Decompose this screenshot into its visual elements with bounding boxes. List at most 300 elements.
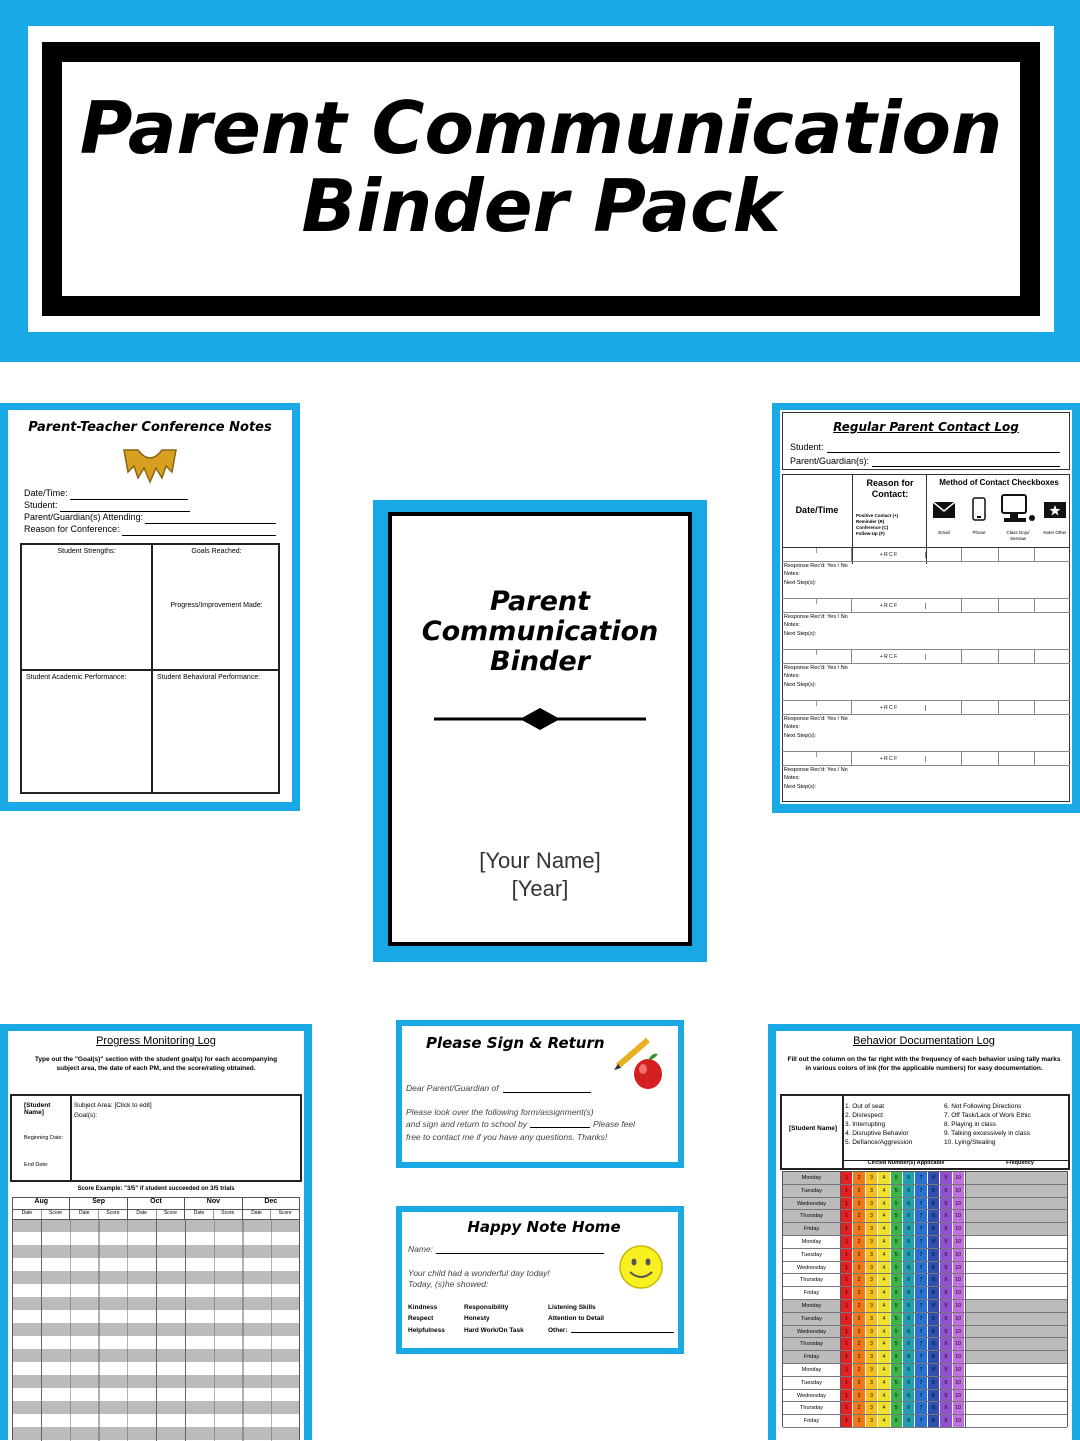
behavior-number-cell[interactable]: 8 bbox=[928, 1338, 940, 1350]
behavior-number-cell[interactable]: 9 bbox=[940, 1249, 952, 1261]
behavior-number-cell[interactable]: 8 bbox=[928, 1351, 940, 1363]
behavior-number-cell[interactable]: 6 bbox=[903, 1249, 915, 1261]
banner-title-line1: Parent Communication bbox=[79, 86, 1003, 170]
behavior-day-label: Wednesday bbox=[783, 1326, 841, 1338]
behavior-number-cell[interactable]: 8 bbox=[928, 1223, 940, 1235]
behavior-number-cell[interactable]: 7 bbox=[915, 1185, 927, 1197]
behavior-number-cell[interactable]: 4 bbox=[878, 1210, 890, 1222]
behavior-number-cell[interactable]: 7 bbox=[915, 1262, 927, 1274]
behavior-number-cell[interactable]: 4 bbox=[878, 1364, 890, 1376]
contact-entry: | + R C F Response Rec'd: Yes / No Notes: Next Step(s): bbox=[782, 701, 1070, 752]
behavior-number-cell[interactable]: 1 bbox=[841, 1236, 853, 1248]
conference-grid bbox=[20, 543, 280, 794]
behavior-number-cell[interactable]: 3 bbox=[866, 1185, 878, 1197]
behavior-number-cell[interactable]: 6 bbox=[903, 1402, 915, 1414]
behavior-number-cell[interactable]: 3 bbox=[866, 1338, 878, 1350]
computer-icon bbox=[1000, 494, 1036, 524]
method-email: Email bbox=[938, 530, 950, 535]
behavior-number-cell[interactable]: 3 bbox=[866, 1377, 878, 1389]
behavior-number-cell[interactable]: 7 bbox=[915, 1415, 927, 1427]
cover-line2: Communication bbox=[421, 616, 659, 647]
behavior-number-cell[interactable]: 10 bbox=[953, 1377, 965, 1389]
behavior-number-cell[interactable]: 6 bbox=[903, 1274, 915, 1286]
behavior-number-cell[interactable]: 6 bbox=[903, 1326, 915, 1338]
behavior-frequency-cell[interactable] bbox=[965, 1249, 1067, 1261]
behavior-number-cell[interactable]: 8 bbox=[928, 1198, 940, 1210]
behavior-number-cell[interactable]: 7 bbox=[915, 1351, 927, 1363]
star-note-icon bbox=[1044, 502, 1066, 518]
behavior-number-cell[interactable]: 8 bbox=[928, 1172, 940, 1184]
behavior-number-cell[interactable]: 8 bbox=[928, 1249, 940, 1261]
behavior-number-cell[interactable]: 8 bbox=[928, 1300, 940, 1312]
field-parent: Parent/Guardian(s) Attending: bbox=[24, 512, 144, 522]
behavior-number-cell[interactable]: 8 bbox=[928, 1377, 940, 1389]
behavior-number-cell[interactable]: 10 bbox=[953, 1198, 965, 1210]
behavior-number-cell[interactable]: 2 bbox=[853, 1198, 865, 1210]
behavior-number-cell[interactable]: 10 bbox=[953, 1390, 965, 1402]
behavior-number-cell[interactable]: 3 bbox=[866, 1415, 878, 1427]
behavior-number-cell[interactable]: 3 bbox=[866, 1313, 878, 1325]
box-progress: Progress/Improvement Made: bbox=[170, 602, 263, 609]
happy-lines: Your child had a wonderful day today! Today, (s)he showed: bbox=[408, 1268, 550, 1290]
progress-goals: Goal(s): bbox=[74, 1112, 98, 1119]
behavior-number-cell[interactable]: 9 bbox=[940, 1262, 952, 1274]
behavior-number-cell[interactable]: 1 bbox=[841, 1415, 853, 1427]
behavior-number-cell[interactable]: 1 bbox=[841, 1402, 853, 1414]
behavior-day-row bbox=[783, 1402, 1067, 1415]
behavior-day-row bbox=[783, 1262, 1067, 1275]
behavior-day-label: Friday bbox=[783, 1415, 841, 1427]
contact-guardian: Parent/Guardian(s): bbox=[790, 456, 1060, 467]
behavior-number-cell[interactable]: 2 bbox=[853, 1223, 865, 1235]
behavior-number-cell[interactable]: 4 bbox=[878, 1236, 890, 1248]
behavior-number-cell[interactable]: 3 bbox=[866, 1172, 878, 1184]
behavior-number-cell[interactable]: 4 bbox=[878, 1172, 890, 1184]
behavior-frequency-cell[interactable] bbox=[965, 1300, 1067, 1312]
behavior-number-cell[interactable]: 5 bbox=[891, 1338, 903, 1350]
behavior-number-cell[interactable]: 10 bbox=[953, 1313, 965, 1325]
behavior-number-cell[interactable]: 5 bbox=[891, 1249, 903, 1261]
behavior-frequency-cell[interactable] bbox=[965, 1185, 1067, 1197]
behavior-number-cell[interactable]: 1 bbox=[841, 1364, 853, 1376]
behavior-frequency-cell[interactable] bbox=[965, 1351, 1067, 1363]
behavior-number-cell[interactable]: 9 bbox=[940, 1274, 952, 1286]
behavior-number-cell[interactable]: 10 bbox=[953, 1185, 965, 1197]
behavior-frequency-cell[interactable] bbox=[965, 1326, 1067, 1338]
behavior-number-cell[interactable]: 5 bbox=[891, 1172, 903, 1184]
behavior-number-cell[interactable]: 2 bbox=[853, 1210, 865, 1222]
behavior-number-cell[interactable]: 7 bbox=[915, 1364, 927, 1376]
behavior-frequency-cell[interactable] bbox=[965, 1415, 1067, 1427]
field-date: Date/Time: bbox=[24, 488, 68, 498]
behavior-day-label: Wednesday bbox=[783, 1390, 841, 1402]
cover-line3: Binder bbox=[489, 646, 590, 677]
behavior-number-cell[interactable]: 4 bbox=[878, 1185, 890, 1197]
sign-body: Please look over the following form/assignment(s) and sign and return to school by Please feel free to contact me if you have any questions. Thanks! bbox=[406, 1107, 636, 1142]
behavior-number-cell[interactable]: 3 bbox=[866, 1364, 878, 1376]
conference-title: Parent-Teacher Conference Notes bbox=[28, 420, 272, 435]
behavior-number-cell[interactable]: 8 bbox=[928, 1390, 940, 1402]
gold-seal-icon bbox=[122, 446, 178, 484]
behavior-number-cell[interactable]: 2 bbox=[853, 1390, 865, 1402]
behavior-number-cell[interactable]: 2 bbox=[853, 1338, 865, 1350]
behavior-number-cell[interactable]: 6 bbox=[903, 1198, 915, 1210]
behavior-number-cell[interactable]: 5 bbox=[891, 1287, 903, 1299]
behavior-frequency-cell[interactable] bbox=[965, 1364, 1067, 1376]
behavior-number-cell[interactable]: 6 bbox=[903, 1338, 915, 1350]
behavior-frequency-cell[interactable] bbox=[965, 1402, 1067, 1414]
behavior-number-cell[interactable]: 10 bbox=[953, 1249, 965, 1261]
progress-subject: Subject Area: [Click to edit] bbox=[74, 1102, 152, 1109]
behavior-day-row bbox=[783, 1377, 1067, 1390]
happy-name: Name: bbox=[408, 1244, 604, 1254]
behavior-number-cell[interactable]: 3 bbox=[866, 1351, 878, 1363]
behavior-day-row bbox=[783, 1172, 1067, 1185]
behavior-number-cell[interactable]: 2 bbox=[853, 1364, 865, 1376]
behavior-number-cell[interactable]: 9 bbox=[940, 1223, 952, 1235]
behavior-number-cell[interactable]: 1 bbox=[841, 1210, 853, 1222]
behavior-day-row bbox=[783, 1198, 1067, 1211]
behavior-day-label: Thursday bbox=[783, 1338, 841, 1350]
behavior-number-cell[interactable]: 9 bbox=[940, 1287, 952, 1299]
behavior-number-cell[interactable]: 6 bbox=[903, 1210, 915, 1222]
behavior-number-cell[interactable]: 2 bbox=[853, 1274, 865, 1286]
behavior-number-cell[interactable]: 5 bbox=[891, 1185, 903, 1197]
behavior-number-cell[interactable]: 1 bbox=[841, 1185, 853, 1197]
behavior-number-cell[interactable]: 4 bbox=[878, 1390, 890, 1402]
behavior-number-cell[interactable]: 10 bbox=[953, 1172, 965, 1184]
behavior-number-cell[interactable]: 4 bbox=[878, 1223, 890, 1235]
behavior-number-cell[interactable]: 7 bbox=[915, 1287, 927, 1299]
behavior-number-cell[interactable]: 3 bbox=[866, 1300, 878, 1312]
behavior-day-row bbox=[783, 1364, 1067, 1377]
sign-dear: Dear Parent/Guardian of bbox=[406, 1083, 626, 1093]
behavior-number-cell[interactable]: 1 bbox=[841, 1313, 853, 1325]
behavior-day-row bbox=[783, 1313, 1067, 1326]
behavior-number-cell[interactable]: 5 bbox=[891, 1351, 903, 1363]
behavior-number-cell[interactable]: 9 bbox=[940, 1364, 952, 1376]
behavior-number-cell[interactable]: 10 bbox=[953, 1210, 965, 1222]
behavior-number-cell[interactable]: 10 bbox=[953, 1300, 965, 1312]
behavior-number-cell[interactable]: 9 bbox=[940, 1390, 952, 1402]
behavior-number-cell[interactable]: 5 bbox=[891, 1364, 903, 1376]
behavior-number-cell[interactable]: 10 bbox=[953, 1236, 965, 1248]
behavior-number-cell[interactable]: 9 bbox=[940, 1338, 952, 1350]
behavior-number-cell[interactable]: 9 bbox=[940, 1172, 952, 1184]
behavior-day-label: Monday bbox=[783, 1364, 841, 1376]
behavior-number-cell[interactable]: 8 bbox=[928, 1415, 940, 1427]
behavior-number-cell[interactable]: 2 bbox=[853, 1287, 865, 1299]
behavior-number-cell[interactable]: 6 bbox=[903, 1172, 915, 1184]
behavior-instructions: Fill out the column on the far right with the frequency of each behavior using tally marks in various colors of ink (for the applicable numbers) for easy documentation. bbox=[787, 1056, 1061, 1073]
behavior-number-cell[interactable]: 7 bbox=[915, 1300, 927, 1312]
behavior-number-cell[interactable]: 4 bbox=[878, 1249, 890, 1261]
behavior-number-cell[interactable]: 10 bbox=[953, 1223, 965, 1235]
behavior-number-cell[interactable]: 2 bbox=[853, 1326, 865, 1338]
behavior-day-row bbox=[783, 1390, 1067, 1403]
behavior-number-cell[interactable]: 6 bbox=[903, 1262, 915, 1274]
behavior-number-cell[interactable]: 1 bbox=[841, 1287, 853, 1299]
behavior-frequency: Frequency bbox=[1006, 1160, 1034, 1166]
behavior-frequency-cell[interactable] bbox=[965, 1377, 1067, 1389]
behavior-number-cell[interactable]: 4 bbox=[878, 1287, 890, 1299]
box-goals: Goals Reached: bbox=[191, 548, 242, 555]
behavior-number-cell[interactable]: 1 bbox=[841, 1172, 853, 1184]
behavior-number-cell[interactable]: 10 bbox=[953, 1274, 965, 1286]
behavior-number-cell[interactable]: 9 bbox=[940, 1300, 952, 1312]
behavior-frequency-cell[interactable] bbox=[965, 1236, 1067, 1248]
month-aug: Aug bbox=[13, 1198, 70, 1209]
contact-entry: | + R C F Response Rec'd: Yes / No Notes: Next Step(s): bbox=[782, 650, 1070, 701]
behavior-number-cell[interactable]: 10 bbox=[953, 1287, 965, 1299]
behavior-day-row bbox=[783, 1185, 1067, 1198]
behavior-number-cell[interactable]: 10 bbox=[953, 1326, 965, 1338]
behavior-number-cell[interactable]: 9 bbox=[940, 1351, 952, 1363]
behavior-day-row bbox=[783, 1236, 1067, 1249]
behavior-number-cell[interactable]: 6 bbox=[903, 1185, 915, 1197]
behavior-day-label: Thursday bbox=[783, 1210, 841, 1222]
behavior-number-cell[interactable]: 8 bbox=[928, 1210, 940, 1222]
behavior-frequency-cell[interactable] bbox=[965, 1390, 1067, 1402]
behavior-day-row bbox=[783, 1326, 1067, 1339]
behavior-number-cell[interactable]: 5 bbox=[891, 1262, 903, 1274]
behavior-number-cell[interactable]: 3 bbox=[866, 1223, 878, 1235]
field-student: Student: bbox=[24, 500, 58, 510]
behavior-number-cell[interactable]: 4 bbox=[878, 1402, 890, 1414]
behavior-number-cell[interactable]: 6 bbox=[903, 1287, 915, 1299]
behavior-number-cell[interactable]: 2 bbox=[853, 1262, 865, 1274]
behavior-day-label: Monday bbox=[783, 1236, 841, 1248]
behavior-number-cell[interactable]: 4 bbox=[878, 1338, 890, 1350]
behavior-number-cell[interactable]: 7 bbox=[915, 1377, 927, 1389]
behavior-number-cell[interactable]: 9 bbox=[940, 1402, 952, 1414]
behavior-number-cell[interactable]: 7 bbox=[915, 1236, 927, 1248]
behavior-number-cell[interactable]: 4 bbox=[878, 1326, 890, 1338]
behavior-frequency-cell[interactable] bbox=[965, 1210, 1067, 1222]
behavior-number-cell[interactable]: 3 bbox=[866, 1402, 878, 1414]
behavior-number-cell[interactable]: 6 bbox=[903, 1236, 915, 1248]
behavior-number-cell[interactable]: 7 bbox=[915, 1249, 927, 1261]
behavior-number-cell[interactable]: 1 bbox=[841, 1249, 853, 1261]
behavior-frequency-cell[interactable] bbox=[965, 1274, 1067, 1286]
behavior-number-cell[interactable]: 8 bbox=[928, 1326, 940, 1338]
behavior-number-cell[interactable]: 7 bbox=[915, 1210, 927, 1222]
behavior-number-cell[interactable]: 8 bbox=[928, 1274, 940, 1286]
behavior-number-cell[interactable]: 5 bbox=[891, 1415, 903, 1427]
behavior-number-cell[interactable]: 9 bbox=[940, 1198, 952, 1210]
behavior-number-cell[interactable]: 10 bbox=[953, 1415, 965, 1427]
cover-year: [Year] bbox=[511, 876, 569, 901]
behavior-number-cell[interactable]: 5 bbox=[891, 1377, 903, 1389]
behavior-day-row bbox=[783, 1249, 1067, 1262]
behavior-number-cell[interactable]: 6 bbox=[903, 1364, 915, 1376]
behavior-number-cell[interactable]: 4 bbox=[878, 1274, 890, 1286]
behavior-number-cell[interactable]: 1 bbox=[841, 1274, 853, 1286]
behavior-number-cell[interactable]: 1 bbox=[841, 1198, 853, 1210]
behavior-number-cell[interactable]: 9 bbox=[940, 1210, 952, 1222]
behavior-number-cell[interactable]: 10 bbox=[953, 1351, 965, 1363]
behavior-number-cell[interactable]: 7 bbox=[915, 1274, 927, 1286]
behavior-number-cell[interactable]: 7 bbox=[915, 1390, 927, 1402]
behavior-number-cell[interactable]: 5 bbox=[891, 1274, 903, 1286]
behavior-number-cell[interactable]: 8 bbox=[928, 1262, 940, 1274]
contact-reason-codes: Positive Contact (+) Reminder (R) Conference (C) Follow-Up (F) bbox=[856, 513, 899, 536]
behavior-number-cell[interactable]: 6 bbox=[903, 1415, 915, 1427]
behavior-grid bbox=[782, 1171, 1068, 1427]
behavior-number-cell[interactable]: 5 bbox=[891, 1236, 903, 1248]
behavior-number-cell[interactable]: 5 bbox=[891, 1300, 903, 1312]
behavior-frequency-cell[interactable] bbox=[965, 1262, 1067, 1274]
behavior-number-cell[interactable]: 2 bbox=[853, 1249, 865, 1261]
behavior-number-cell[interactable]: 2 bbox=[853, 1377, 865, 1389]
behavior-day-row bbox=[783, 1300, 1067, 1313]
behavior-number-cell[interactable]: 2 bbox=[853, 1172, 865, 1184]
behavior-number-cell[interactable]: 9 bbox=[940, 1377, 952, 1389]
behavior-number-cell[interactable]: 6 bbox=[903, 1300, 915, 1312]
behavior-number-cell[interactable]: 5 bbox=[891, 1223, 903, 1235]
behavior-number-cell[interactable]: 1 bbox=[841, 1326, 853, 1338]
behavior-number-cell[interactable]: 1 bbox=[841, 1300, 853, 1312]
behavior-number-cell[interactable]: 4 bbox=[878, 1300, 890, 1312]
behavior-number-cell[interactable]: 3 bbox=[866, 1210, 878, 1222]
behavior-day-row bbox=[783, 1287, 1067, 1300]
behavior-number-cell[interactable]: 4 bbox=[878, 1377, 890, 1389]
behavior-number-cell[interactable]: 7 bbox=[915, 1172, 927, 1184]
behavior-day-label: Tuesday bbox=[783, 1313, 841, 1325]
behavior-number-cell[interactable]: 2 bbox=[853, 1236, 865, 1248]
behavior-frequency-cell[interactable] bbox=[965, 1223, 1067, 1235]
behavior-number-cell[interactable]: 9 bbox=[940, 1236, 952, 1248]
contact-log-title: Regular Parent Contact Log bbox=[833, 420, 1019, 434]
behavior-frequency-cell[interactable] bbox=[965, 1198, 1067, 1210]
smiley-face-icon bbox=[618, 1244, 664, 1290]
behavior-number-cell[interactable]: 3 bbox=[866, 1198, 878, 1210]
behavior-day-label: Wednesday bbox=[783, 1198, 841, 1210]
behavior-number-cell[interactable]: 5 bbox=[891, 1390, 903, 1402]
behavior-number-cell[interactable]: 3 bbox=[866, 1326, 878, 1338]
behavior-number-cell[interactable]: 2 bbox=[853, 1313, 865, 1325]
behavior-day-label: Friday bbox=[783, 1223, 841, 1235]
behavior-number-cell[interactable]: 5 bbox=[891, 1402, 903, 1414]
behavior-day-row bbox=[783, 1210, 1067, 1223]
behavior-number-cell[interactable]: 9 bbox=[940, 1313, 952, 1325]
behavior-number-cell[interactable]: 4 bbox=[878, 1262, 890, 1274]
behavior-number-cell[interactable]: 6 bbox=[903, 1313, 915, 1325]
behavior-number-cell[interactable]: 7 bbox=[915, 1402, 927, 1414]
behavior-number-cell[interactable]: 9 bbox=[940, 1415, 952, 1427]
contact-entry: | + R C F Response Rec'd: Yes / No Notes: Next Step(s): bbox=[782, 548, 1070, 599]
behavior-number-cell[interactable]: 9 bbox=[940, 1185, 952, 1197]
behavior-day-label: Monday bbox=[783, 1172, 841, 1184]
behavior-day-label: Monday bbox=[783, 1300, 841, 1312]
behavior-number-cell[interactable]: 1 bbox=[841, 1351, 853, 1363]
behavior-number-cell[interactable]: 4 bbox=[878, 1313, 890, 1325]
contact-entry: | + R C F Response Rec'd: Yes / No Notes: Next Step(s): bbox=[782, 752, 1070, 802]
behavior-number-cell[interactable]: 10 bbox=[953, 1338, 965, 1350]
behavior-number-cell[interactable]: 6 bbox=[903, 1223, 915, 1235]
behavior-number-cell[interactable]: 8 bbox=[928, 1236, 940, 1248]
behavior-day-label: Friday bbox=[783, 1287, 841, 1299]
happy-traits-col2: Responsibility Honesty Hard Work/On Task bbox=[464, 1304, 524, 1334]
behavior-number-cell[interactable]: 4 bbox=[878, 1415, 890, 1427]
behavior-number-cell[interactable]: 8 bbox=[928, 1185, 940, 1197]
behavior-number-cell[interactable]: 9 bbox=[940, 1326, 952, 1338]
behavior-circled: Circled Number(s) Applicable bbox=[867, 1160, 945, 1166]
behavior-number-cell[interactable]: 5 bbox=[891, 1210, 903, 1222]
month-dec: Dec bbox=[264, 1198, 278, 1205]
behavior-day-label: Tuesday bbox=[783, 1249, 841, 1261]
behavior-number-cell[interactable]: 4 bbox=[878, 1351, 890, 1363]
behavior-title: Behavior Documentation Log bbox=[853, 1035, 995, 1047]
happy-traits-col1: Kindness Respect Helpfulness bbox=[408, 1304, 445, 1334]
behavior-number-cell[interactable]: 7 bbox=[915, 1198, 927, 1210]
behavior-number-cell[interactable]: 1 bbox=[841, 1338, 853, 1350]
behavior-number-cell[interactable]: 8 bbox=[928, 1402, 940, 1414]
behavior-number-cell[interactable]: 10 bbox=[953, 1262, 965, 1274]
behavior-number-cell[interactable]: 7 bbox=[915, 1338, 927, 1350]
progress-student: [Student Name] bbox=[24, 1102, 51, 1116]
sign-title: Please Sign & Return bbox=[426, 1034, 605, 1052]
behavior-number-cell[interactable]: 8 bbox=[928, 1313, 940, 1325]
behavior-frequency-cell[interactable] bbox=[965, 1287, 1067, 1299]
behavior-day-row bbox=[783, 1338, 1067, 1351]
box-behavioral: Student Behavioral Performance: bbox=[157, 674, 261, 681]
behavior-number-cell[interactable]: 4 bbox=[878, 1198, 890, 1210]
behavior-number-cell[interactable]: 8 bbox=[928, 1287, 940, 1299]
behavior-day-label: Thursday bbox=[783, 1274, 841, 1286]
behavior-number-cell[interactable]: 3 bbox=[866, 1249, 878, 1261]
behavior-number-cell[interactable]: 3 bbox=[866, 1236, 878, 1248]
behavior-number-cell[interactable]: 3 bbox=[866, 1262, 878, 1274]
behavior-number-cell[interactable]: 3 bbox=[866, 1287, 878, 1299]
cover-line1: Parent bbox=[489, 586, 591, 617]
behavior-number-cell[interactable]: 10 bbox=[953, 1402, 965, 1414]
behavior-number-cell[interactable]: 7 bbox=[915, 1326, 927, 1338]
box-academic: Student Academic Performance: bbox=[26, 674, 127, 681]
behavior-number-cell[interactable]: 6 bbox=[903, 1351, 915, 1363]
behavior-frequency-cell[interactable] bbox=[965, 1338, 1067, 1350]
behavior-number-cell[interactable]: 5 bbox=[891, 1313, 903, 1325]
behavior-number-cell[interactable]: 1 bbox=[841, 1377, 853, 1389]
cover-name: [Your Name] bbox=[479, 848, 601, 873]
behavior-number-cell[interactable]: 3 bbox=[866, 1274, 878, 1286]
contact-entries bbox=[782, 548, 1070, 802]
behavior-number-cell[interactable]: 6 bbox=[903, 1377, 915, 1389]
progress-rows bbox=[13, 1220, 299, 1441]
behavior-frequency-cell[interactable] bbox=[965, 1172, 1067, 1184]
behavior-number-cell[interactable]: 2 bbox=[853, 1402, 865, 1414]
progress-title: Progress Monitoring Log bbox=[96, 1035, 216, 1047]
behavior-number-cell[interactable]: 10 bbox=[953, 1364, 965, 1376]
behavior-number-cell[interactable]: 6 bbox=[903, 1390, 915, 1402]
behavior-frequency-cell[interactable] bbox=[965, 1313, 1067, 1325]
behavior-number-cell[interactable]: 2 bbox=[853, 1300, 865, 1312]
behavior-number-cell[interactable]: 5 bbox=[891, 1198, 903, 1210]
behavior-number-cell[interactable]: 1 bbox=[841, 1223, 853, 1235]
contact-method: Method of Contact Checkboxes bbox=[939, 478, 1059, 487]
behavior-number-cell[interactable]: 1 bbox=[841, 1262, 853, 1274]
behavior-number-cell[interactable]: 7 bbox=[915, 1223, 927, 1235]
behavior-number-cell[interactable]: 5 bbox=[891, 1326, 903, 1338]
behavior-number-cell[interactable]: 2 bbox=[853, 1351, 865, 1363]
behavior-number-cell[interactable]: 8 bbox=[928, 1364, 940, 1376]
behavior-number-cell[interactable]: 2 bbox=[853, 1415, 865, 1427]
behavior-number-cell[interactable]: 2 bbox=[853, 1185, 865, 1197]
behavior-number-cell[interactable]: 7 bbox=[915, 1313, 927, 1325]
contact-method-icons bbox=[928, 494, 1070, 546]
behavior-number-cell[interactable]: 3 bbox=[866, 1390, 878, 1402]
behavior-number-cell[interactable]: 1 bbox=[841, 1390, 853, 1402]
